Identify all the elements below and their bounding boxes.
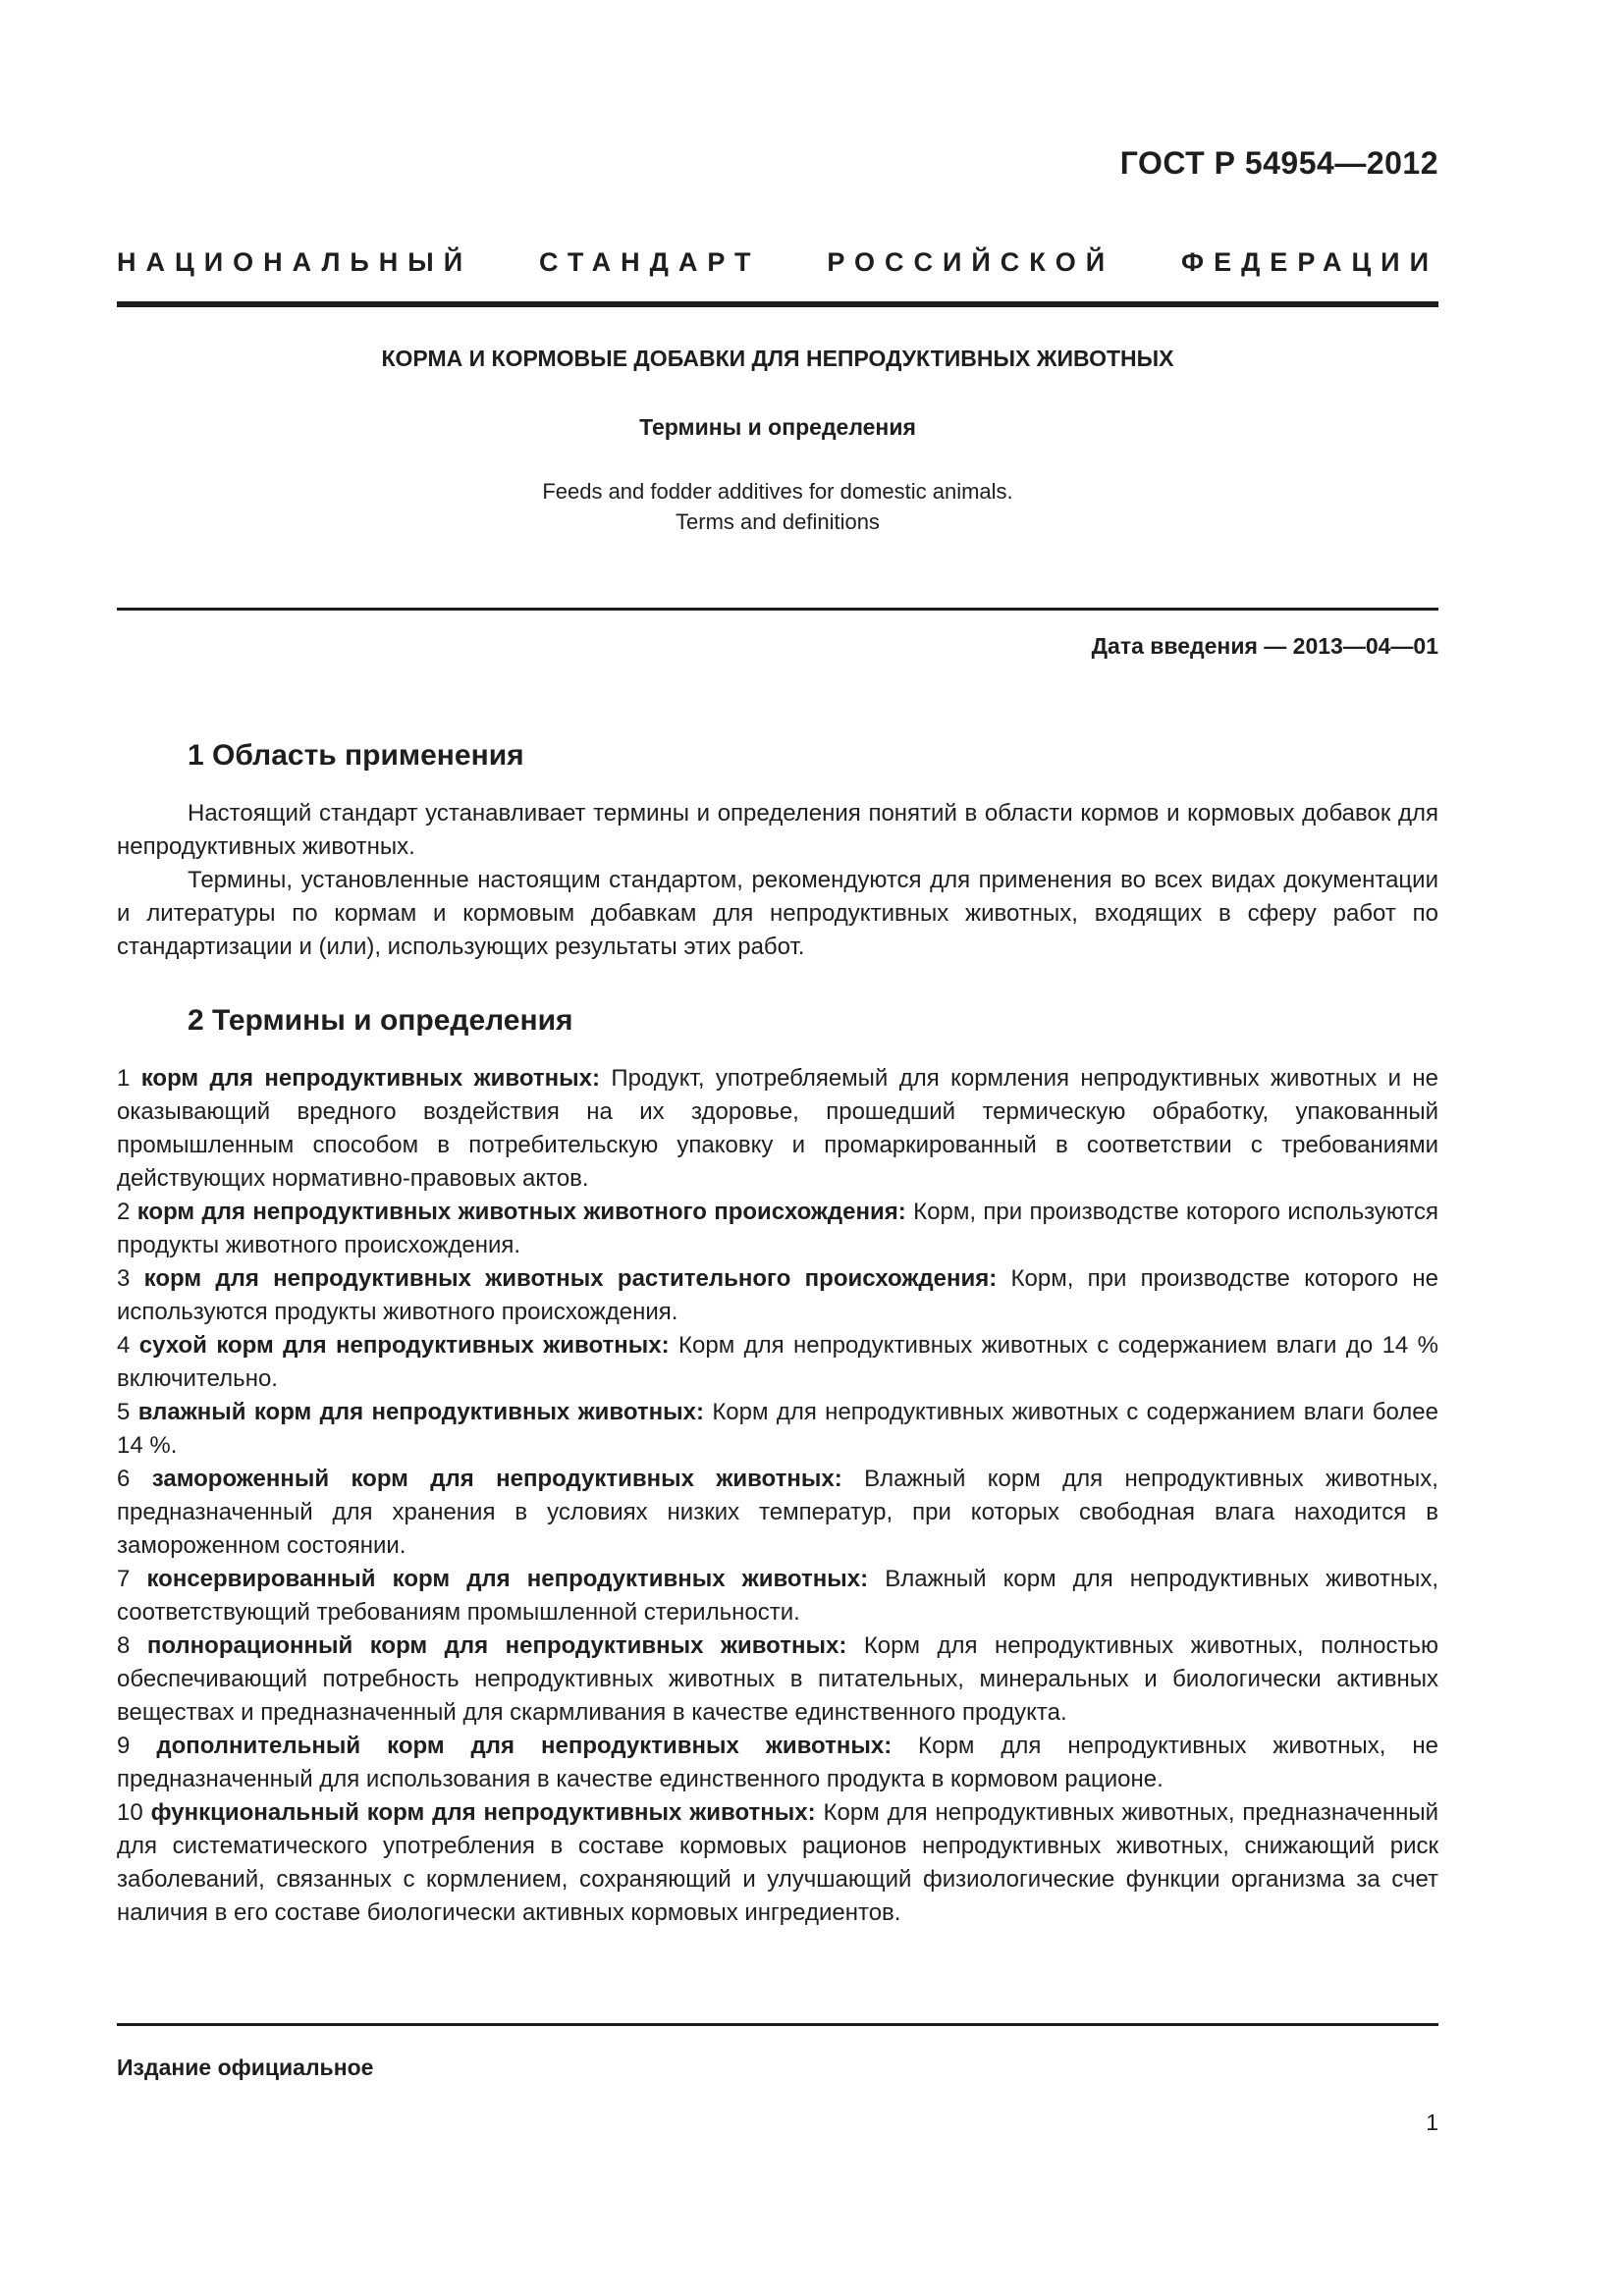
term-entry: [117, 1730, 1438, 1796]
standard-number: ГОСТ Р 54954—2012: [1119, 145, 1438, 181]
document-subtitle: Термины и определения: [639, 414, 916, 440]
term-name: консервированный корм для непродуктивных животных:: [146, 1566, 869, 1592]
english-title-line-1: Feeds and fodder additives for domestic animals.: [542, 479, 1013, 504]
term-number: 8: [117, 1632, 131, 1659]
english-title: [117, 476, 1438, 537]
term-name: корм для непродуктивных животных растительного происхождения:: [143, 1265, 998, 1292]
footer-divider: [117, 2023, 1438, 2026]
term-definition: Влажный корм для непродуктивных животных, соответствующий требованиям промышленной стерильности.: [117, 1566, 1439, 1626]
term-name: сухой корм для непродуктивных животных:: [138, 1332, 670, 1359]
term-definition: Продукт, употребляемый для кормления непродуктивных животных и не оказывающий вредного воздействия на их здоровье, прошедший термическую обработку, упакованный промышленным способом в потребительскую упаковку и промаркированный в соответствии с требованиями действующих нормативно-правовых актов.: [117, 1065, 1438, 1192]
introduction-date: Дата введения — 2013—04—01: [1091, 633, 1438, 659]
term-number: 7: [117, 1566, 131, 1592]
page-number: 1: [1426, 2109, 1438, 2135]
term-entry: [117, 1329, 1438, 1396]
term-definition: Влажный корм для непродуктивных животных, предназначенный для хранения в условиях низких температур, при которых свободная влага находится в замороженном состоянии.: [117, 1466, 1438, 1559]
term-number: 9: [117, 1733, 131, 1759]
term-entry: [117, 1796, 1438, 1930]
document-page: [117, 0, 1438, 2296]
official-edition-label: Издание официальное: [117, 2055, 374, 2080]
national-standard-banner: НАЦИОНАЛЬНЫЙ СТАНДАРТ РОССИЙСКОЙ ФЕДЕРАЦИИ: [117, 247, 1438, 277]
scope-paragraph: Термины, установленные настоящим стандартом, рекомендуются для применения во всех видах документации и литературы по кормам и кормовым добавкам для непродуктивных животных, входящих в сферу работ по стандартизации и (или), использующих результаты этих работ.: [117, 867, 1438, 960]
term-number: 10: [117, 1799, 143, 1826]
term-number: 2: [117, 1199, 131, 1225]
term-number: 1: [117, 1065, 131, 1092]
document-title: КОРМА И КОРМОВЫЕ ДОБАВКИ ДЛЯ НЕПРОДУКТИВНЫХ ЖИВОТНЫХ: [381, 346, 1174, 371]
term-name: функциональный корм для непродуктивных животных:: [150, 1799, 816, 1826]
term-entry: [117, 1563, 1438, 1629]
term-number: 4: [117, 1332, 131, 1359]
header-divider: [117, 301, 1438, 307]
term-definition: Корм для непродуктивных животных с содержанием влаги более 14 %.: [117, 1399, 1439, 1459]
english-title-line-2: Terms and definitions: [676, 509, 880, 534]
section-1-body: [117, 797, 1438, 964]
term-number: 5: [117, 1399, 131, 1425]
term-entry: [117, 1196, 1438, 1262]
term-definition: Корм для непродуктивных животных, не предназначенный для использования в качестве единственного продукта в кормовом рационе.: [117, 1733, 1438, 1792]
section-1-heading: 1 Область применения: [188, 739, 524, 772]
term-definition: Корм для непродуктивных животных, полностью обеспечивающий потребность непродуктивных животных в питательных, минеральных и биологически активных веществах и предназначенный для скармливания в качестве единственного продукта.: [117, 1632, 1439, 1726]
scope-paragraph: Настоящий стандарт устанавливает термины и определения понятий в области кормов и кормовых добавок для непродуктивных животных.: [117, 800, 1438, 860]
title-divider: [117, 608, 1438, 611]
term-name: влажный корм для непродуктивных животных:: [137, 1399, 704, 1425]
term-entry: [117, 1396, 1438, 1463]
term-definition: Корм для непродуктивных животных, предназначенный для систематического употребления в составе кормовых рационов непродуктивных животных, снижающий риск заболеваний, связанных с кормлением, сохраняющий и улучшающий физиологические функции организма за счет наличия в его составе биологически активных кормовых ингредиентов.: [117, 1799, 1439, 1926]
term-name: корм для непродуктивных животных животного происхождения:: [136, 1199, 906, 1225]
term-name: полнорационный корм для непродуктивных животных:: [146, 1632, 847, 1659]
term-definition: Корм для непродуктивных животных с содержанием влаги до 14 % включительно.: [117, 1332, 1439, 1392]
term-definition: Корм, при производстве которого используются продукты животного происхождения.: [117, 1199, 1439, 1258]
term-entry: [117, 1262, 1438, 1329]
term-entry: [117, 1062, 1438, 1196]
term-name: корм для непродуктивных животных:: [140, 1065, 600, 1092]
term-number: 6: [117, 1466, 131, 1492]
term-entry: [117, 1463, 1438, 1563]
term-number: 3: [117, 1265, 131, 1292]
term-name: замороженный корм для непродуктивных животных:: [151, 1466, 842, 1492]
terms-list: [117, 1062, 1438, 1930]
section-2-heading: 2 Термины и определения: [188, 1004, 573, 1037]
term-entry: [117, 1629, 1438, 1730]
term-name: дополнительный корм для непродуктивных животных:: [156, 1733, 893, 1759]
term-definition: Корм, при производстве которого не используются продукты животного происхождения.: [117, 1265, 1439, 1325]
